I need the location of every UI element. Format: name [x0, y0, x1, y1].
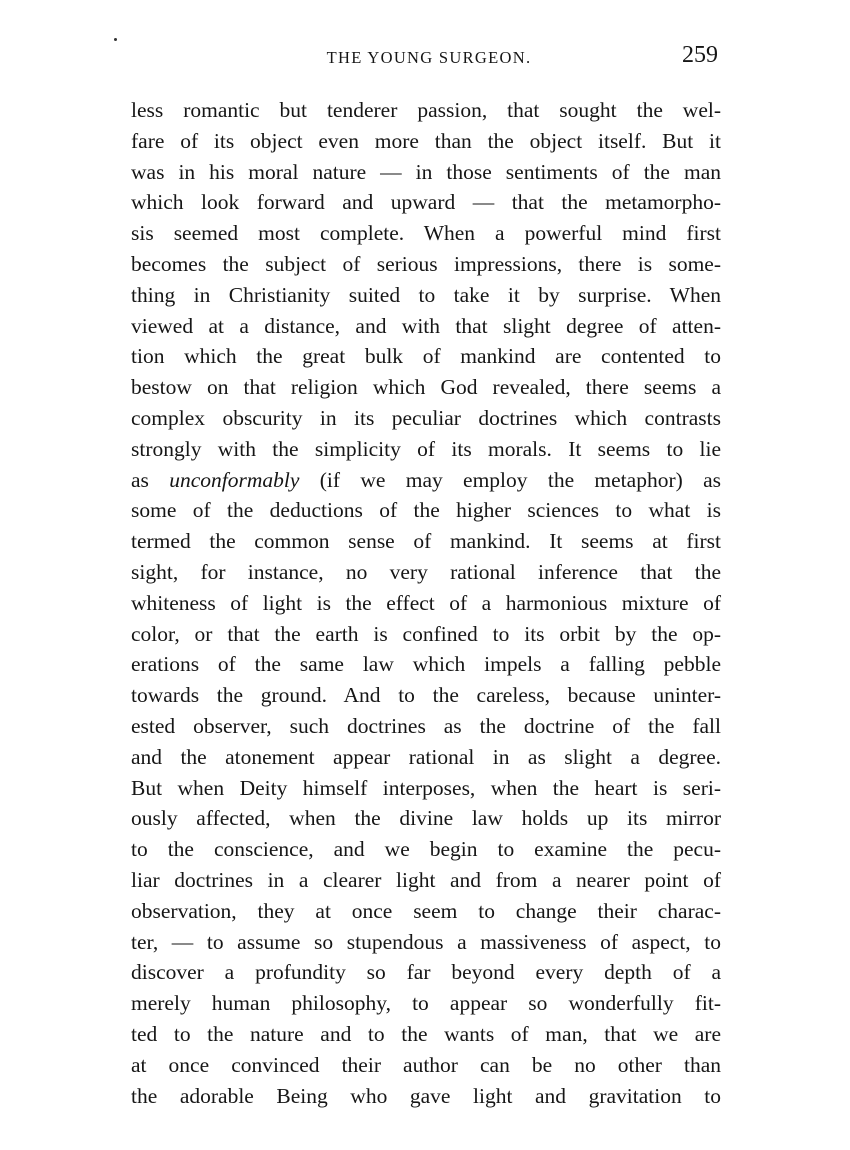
text-line: ested observer, such doctrines as the doctrine of the fall — [131, 713, 721, 738]
text-line: becomes the subject of serious impressions, there is some- — [131, 251, 721, 276]
text-line: tion which the great bulk of mankind are contented to — [131, 344, 721, 369]
text-line: But when Deity himself interposes, when the heart is seri- — [131, 775, 721, 800]
text-line: which look forward and upward — that the metamorpho- — [131, 190, 721, 215]
text-line: complex obscurity in its peculiar doctrines which contrasts — [131, 405, 721, 430]
text-line: towards the ground. And to the careless, because uninter- — [131, 683, 721, 708]
italic-word: unconformably — [169, 467, 300, 492]
line-segment: (if we may employ the metaphor) as — [299, 467, 721, 492]
text-line: erations of the same law which impels a falling pebble — [131, 652, 721, 677]
text-line: and the atonement appear rational in as slight a degree. — [131, 744, 721, 769]
text-line: ously affected, when the divine law holds up its mirror — [131, 806, 721, 831]
text-line: discover a profundity so far beyond every depth of a — [131, 960, 721, 985]
text-line: less romantic but tenderer passion, that sought the wel- — [131, 98, 721, 122]
text-line-italic-word — [131, 465, 721, 496]
text-line: liar doctrines in a clearer light and from a nearer point of — [131, 867, 721, 892]
body-text — [131, 95, 721, 1111]
text-line: ter, — to assume so stupendous a massiveness of aspect, to — [131, 929, 721, 954]
text-line: at once convinced their author can be no other than — [131, 1052, 721, 1077]
text-line: sight, for instance, no very rational inference that the — [131, 559, 721, 584]
text-line: was in his moral nature — in those sentiments of the man — [131, 159, 721, 184]
page-number: 259 — [682, 42, 718, 68]
text-line: merely human philosophy, to appear so wonderfully fit- — [131, 991, 721, 1016]
text-line: termed the common sense of mankind. It seems at first — [131, 529, 721, 554]
text-line: bestow on that religion which God revealed, there seems a — [131, 375, 721, 400]
text-line: viewed at a distance, and with that slight degree of atten- — [131, 313, 721, 338]
text-line: color, or that the earth is confined to its orbit by the op- — [131, 621, 721, 646]
text-line: observation, they at once seem to change their charac- — [131, 898, 721, 923]
text-line: sis seemed most complete. When a powerful mind first — [131, 221, 721, 246]
text-line: whiteness of light is the effect of a harmonious mixture of — [131, 590, 721, 615]
print-speck — [114, 38, 117, 41]
text-line: strongly with the simplicity of its morals. It seems to lie — [131, 436, 721, 461]
text-line: to the conscience, and we begin to examine the pecu- — [131, 837, 721, 862]
text-line: ted to the nature and to the wants of man, that we are — [131, 1021, 721, 1046]
text-line: some of the deductions of the higher sciences to what is — [131, 498, 721, 523]
text-line: thing in Christianity suited to take it by surprise. When — [131, 282, 721, 307]
running-title: THE YOUNG SURGEON. — [326, 48, 532, 67]
line-segment: as — [131, 467, 170, 492]
text-line: fare of its object even more than the object itself. But it — [131, 128, 721, 153]
text-line: the adorable Being who gave light and gravitation to — [131, 1083, 721, 1108]
